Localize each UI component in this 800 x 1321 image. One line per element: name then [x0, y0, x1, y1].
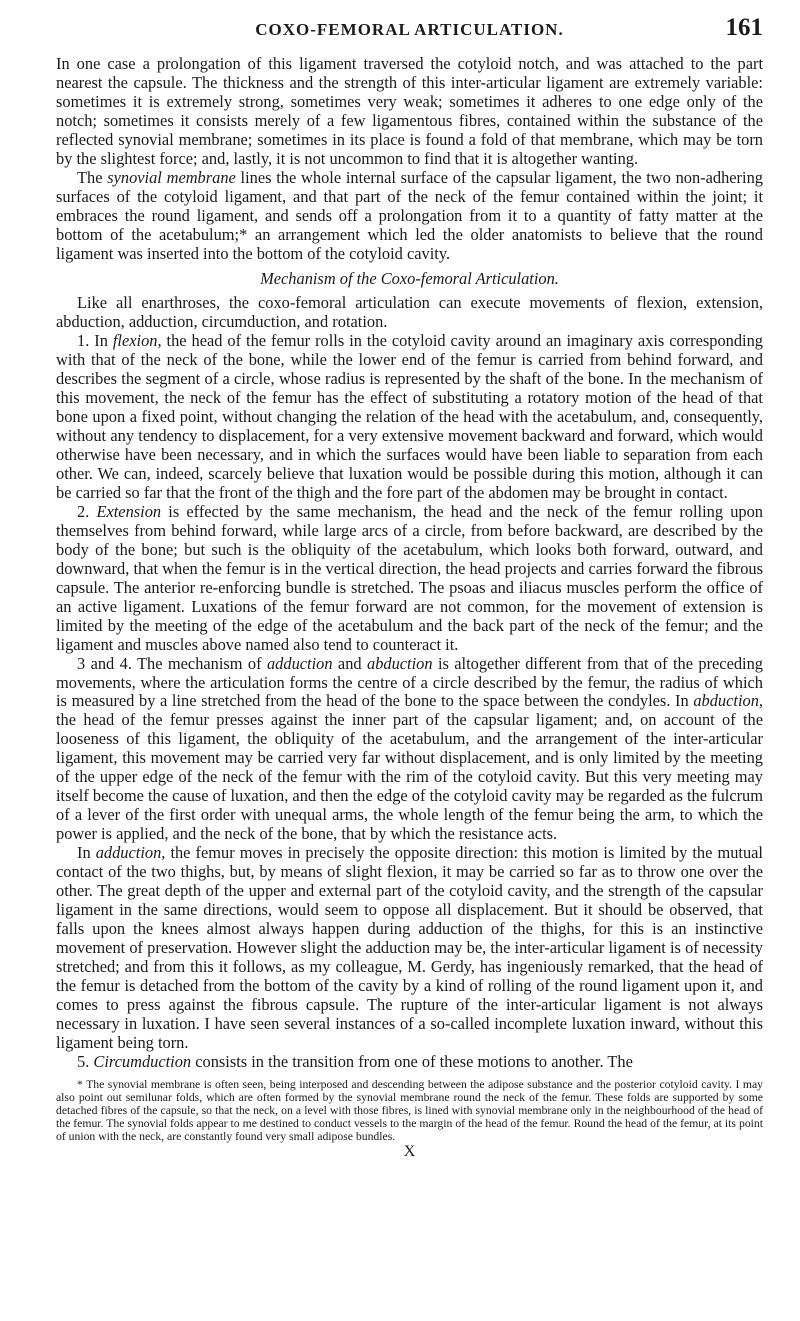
text-run: consists in the transition from one of these motions to another. The — [191, 1051, 633, 1071]
emphasis-adduction-2: adduction, — [95, 843, 166, 863]
paragraph-movements-intro: Like all enarthroses, the coxo-femoral articulation can execute movements of flexion, extension, abduction, adduction, circumduction, and rotation. — [56, 293, 763, 332]
text-run: is effected by the same mechanism, the head and the neck of the femur rolling upon themselves from behind forward, while large arcs of a circle, from before backward, are described by the body of the bone; but such is the obliquity of the acetabulum, which looks both forward, outward, and downward, that when the femur is in the vertical direction, the head projects and carries forward the fibrous capsule. The anterior re-enforcing bundle is stretched. The psoas and iliacus muscles perform the office of an active ligament. Luxations of the femur forward are not common, for the movement of extension is limited by the meeting of the edge of the acetabulum and the back part of the neck of the femur; and the ligament and muscles above named also tend to counteract it. — [56, 501, 763, 654]
emphasis-extension: Extension — [96, 501, 162, 521]
text-run: lines the whole internal surface of the capsular ligament, the two non-adhering surfaces of the cotyloid ligament, and that part of the neck of the femur contained within the joint; it embraces the round ligament, and sends off a prolongation from it to a quantity of fatty matter at the bottom of the acetabulum;* an arrangement which led the older anatomists to believe that the round ligament was inserted into the bottom of the cotyloid cavity. — [56, 167, 763, 263]
emphasis-abduction: abduction — [367, 653, 433, 673]
text-run: the head of the femur presses against the inner part of the capsular ligament; and, on account of the looseness of this ligament, the obliquity of the acetabulum, and the arrangement of the inter-articular ligament, this movement may be carried very far without displacement, and is only limited by the meeting of the upper edge of the neck of the femur with the rim of the cotyloid cavity. But this very meeting may itself become the cause of luxation, and then the edge of the cotyloid cavity may be regarded as the fulcrum of a lever of the first order with unequal arms, the whole length of the femur being the arm, to which the power is applied, and the neck of the bone, that by which the resistance acts. — [56, 710, 763, 844]
emphasis-flexion: flexion, — [112, 331, 162, 351]
emphasis-adduction: adduction — [266, 653, 333, 673]
paragraph-interarticular-ligament: In one case a prolongation of this ligament traversed the cotyloid notch, and was attached to the part nearest the capsule. The thickness and the strength of this inter-articular ligament are extremely variable: sometimes it is extremely strong, sometimes very weak; sometimes it adheres to one edge only of the notch; sometimes it consists merely of a few ligamentous fibres, contained within the substance of the reflected synovial membrane; sometimes in its place is found a fold of that membrane, which may be torn by the slightest force; and, lastly, it is not uncommon to find that it is altogether wanting. — [56, 54, 763, 168]
emphasis-abduction-2: abduction, — [693, 691, 763, 711]
running-head — [56, 14, 763, 42]
paragraph-adduction — [56, 844, 763, 1052]
footnote: * The synovial membrane is often seen, being interposed and descending between the adipose substance and the posterior cotyloid cavity. I may also point out semilunar folds, which are often formed by the synovial membrane round the neck of the femur. These folds are supported by some detached fibres of the capsule, so that the neck, on a level with those fibres, is lined with synovial membrane only in the neighbourhood of the head of the femur. The synovial folds appear to me destined to conduct vessels to the margin of the head of the femur. Round the head of the femur, at its point of union with the neck, are constantly found very small adipose bundles. — [56, 1077, 763, 1143]
signature-mark: X — [403, 1142, 416, 1160]
text-run: 5. — [77, 1051, 94, 1071]
emphasis-circumduction: Circumduction — [93, 1051, 192, 1071]
body-text — [56, 55, 763, 1072]
text-run: the head of the femur rolls in the cotyloid cavity around an imaginary axis corresponding with that of the neck of the bone, while the lower end of the femur is carried from behind forward, and describes the segment of a circle, whose radius is represented by the shaft of the bone. In the mechanism of this movement, the neck of the femur has the effect of substituting a rotatory motion of the head of that bone upon a fixed point, without changing the relation of the head with the acetabulum, and, consequently, without any tendency to displacement, for a very extensive movement backward and forward, which would otherwise have been necessary, and in which the surfaces would have been liable to separation from each other. We can, indeed, scarcely believe that luxation would be possible during this motion, although it can be carried so far that the front of the thigh and the fore part of the abdomen may be brought in contact. — [56, 331, 763, 502]
page-number: 161 — [725, 14, 763, 41]
text-run: 1. In — [77, 331, 113, 351]
text-run: and — [332, 653, 367, 673]
paragraph-synovial-membrane — [56, 169, 763, 264]
text-run: 3 and 4. The mechanism of — [77, 653, 267, 673]
text-run: is altogether different from that of the preceding movements, where the articulation forms the centre of a circle described by the femur, the radius of which is measured by a line stretched from the head of the bone to the space between the condyles. In — [56, 653, 763, 711]
paragraph-adduction-abduction — [56, 655, 763, 845]
text-run: the femur moves in precisely the opposite direction: this motion is limited by the mutual contact of the two thighs, but, by means of slight flexion, it may be carried so far as to throw one over the other. The great depth of the upper and external part of the cotyloid cavity, and the strength of the capsular ligament in the same directions, would seem to oppose all displacement. But it should be observed, that falls upon the knees almost always happen during adduction of the thighs, for this is an instinctive movement of preservation. However slight the adduction may be, the inter-articular ligament is of necessity stretched; and from this it follows, as my colleague, M. Gerdy, has ingeniously remarked, that the head of the femur is detached from the bottom of the cavity by a kind of rolling of the round ligament upon it, and comes to press against the fibrous capsule. The rupture of the inter-articular ligament is not always necessary in luxation. I have seen several instances of a so-called incomplete luxation inward, without this ligament being torn. — [56, 843, 763, 1052]
section-heading: Mechanism of the Coxo-femoral Articulation. — [260, 269, 559, 289]
paragraph-flexion — [56, 332, 763, 503]
running-title: COXO-FEMORAL ARTICULATION. — [255, 20, 564, 39]
paragraph-extension — [56, 503, 763, 655]
text-run: In — [77, 843, 96, 863]
text-run: 2. — [77, 501, 97, 521]
paragraph-circumduction — [56, 1053, 763, 1072]
emphasis-synovial-membrane: synovial membrane — [107, 167, 236, 187]
text-run: The — [77, 167, 108, 187]
